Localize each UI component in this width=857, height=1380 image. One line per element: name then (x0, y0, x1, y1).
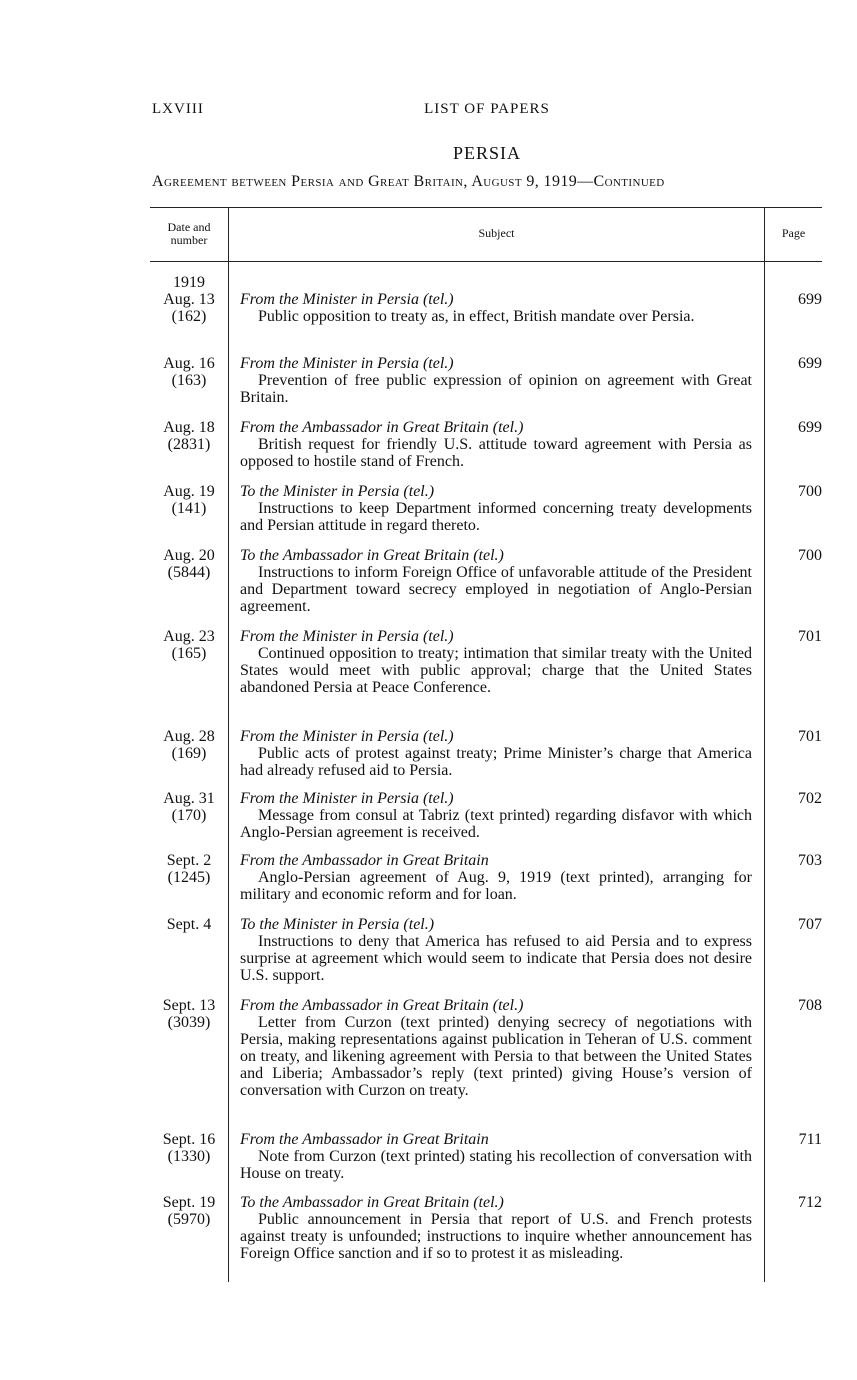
entry-page: 707 (798, 916, 822, 933)
entry-number: (162) (171, 308, 207, 325)
entry-description: Public acts of protest against treaty; Prime Minister’s charge that America had already refused aid to Persia. (240, 745, 752, 779)
subject-cell (240, 1194, 752, 1262)
entry-description: Public announcement in Persia that report of U.S. and French protests against treaty is unfounded; instructions to inquire whether announcement has Foreign Office sanction and if so to protest it as misleading. (240, 1211, 752, 1262)
entry-description: Letter from Curzon (text printed) denying secrecy of negotiations with Persia, making representations against publication in Teheran of U.S. comment on treaty, and likening agreement with Persia to that between the United States and Liberia; Ambassador’s reply (text printed) giving House’s version of conversation with Curzon on treaty. (240, 1014, 752, 1099)
entry-description: Public opposition to treaty as, in effect, British mandate over Persia. (258, 308, 695, 325)
subject-cell (240, 628, 752, 696)
entry-page: 700 (798, 483, 822, 500)
entry-number: (3039) (167, 1014, 211, 1031)
page-folio: LXVIII (152, 101, 204, 117)
entry-description: Anglo-Persian agreement of Aug. 9, 1919 (text printed), arranging for military and economic reform and for loan. (240, 869, 752, 903)
entry-date: Aug. 13 (163, 291, 215, 308)
entry-description: Prevention of free public expression of opinion on agreement with Great Britain. (240, 372, 752, 406)
entry-number: (141) (171, 500, 207, 517)
entry-page: 699 (798, 355, 822, 372)
entry-correspondent: From the Minister in Persia (tel.) (240, 728, 454, 745)
page-header (152, 101, 822, 123)
entry-date: Aug. 18 (163, 419, 215, 436)
entry-description: Instructions to keep Department informed concerning treaty developments and Persian attitude in regard thereto. (240, 500, 752, 534)
date-cell (150, 1131, 228, 1165)
entry-date: Aug. 28 (163, 728, 215, 745)
entry-date: Sept. 16 (162, 1131, 216, 1148)
entry-correspondent: From the Minister in Persia (tel.) (240, 628, 454, 645)
entry-number: (5970) (167, 1211, 211, 1228)
entry-correspondent: From the Ambassador in Great Britain (tel.) (240, 419, 524, 436)
entry-number: (1330) (167, 1148, 211, 1165)
entry-date: Aug. 20 (163, 547, 215, 564)
date-cell (150, 419, 228, 453)
column-header-page: Page (781, 226, 806, 240)
entry-correspondent: From the Ambassador in Great Britain (tel.) (240, 997, 524, 1014)
subject-cell (240, 852, 752, 903)
subject-cell (240, 483, 752, 534)
entry-page: 700 (798, 547, 822, 564)
entry-description: British request for friendly U.S. attitude toward agreement with Persia as opposed to hostile stand of French. (240, 436, 752, 470)
entry-number: (5844) (167, 564, 211, 581)
subject-cell (240, 997, 752, 1099)
entry-number: (2831) (167, 436, 211, 453)
entry-correspondent: To the Ambassador in Great Britain (tel.) (240, 547, 504, 564)
entry-page: 701 (798, 628, 822, 645)
date-cell (150, 916, 228, 933)
entry-description: Message from consul at Tabriz (text printed) regarding disfavor with which Anglo-Persian agreement is received. (240, 807, 752, 841)
date-cell (150, 852, 228, 886)
entry-description: Continued opposition to treaty; intimation that similar treaty with the United States would meet with public approval; charge that the United States abandoned Persia at Peace Conference. (240, 645, 752, 696)
entry-number: (1245) (167, 869, 211, 886)
entry-date: Aug. 23 (163, 628, 215, 645)
entry-description: Instructions to deny that America has refused to aid Persia and to express surprise at agreement which would seem to indicate that Persia does not desire U.S. support. (240, 933, 752, 984)
entry-number: (163) (171, 372, 207, 389)
date-cell (150, 291, 228, 325)
entry-page: 699 (798, 419, 822, 436)
entry-number: (165) (171, 645, 207, 662)
entry-correspondent: To the Ambassador in Great Britain (tel.) (240, 1194, 504, 1211)
entry-date: Aug. 16 (163, 355, 215, 372)
column-header-subject: Subject (478, 226, 515, 240)
entry-correspondent: To the Minister in Persia (tel.) (240, 916, 435, 933)
entry-date: Sept. 19 (162, 1194, 216, 1211)
entry-date: Aug. 19 (163, 483, 215, 500)
running-title: LIST OF PAPERS (424, 101, 550, 117)
entry-page: 702 (798, 790, 822, 807)
subject-cell (240, 291, 752, 325)
entry-correspondent: From the Minister in Persia (tel.) (240, 790, 454, 807)
entry-description: Instructions to inform Foreign Office of unfavorable attitude of the President and Department toward secrecy employed in negotiation of Anglo-Persian agreement. (240, 564, 752, 615)
table-top-rule (150, 207, 822, 208)
column-header-date: Date and number (167, 220, 211, 247)
date-cell (150, 790, 228, 824)
date-cell (150, 483, 228, 517)
entry-date: Aug. 31 (163, 790, 215, 807)
date-cell (150, 1194, 228, 1228)
entry-correspondent: From the Minister in Persia (tel.) (240, 355, 454, 372)
entry-page: 712 (798, 1194, 822, 1211)
entry-page: 711 (798, 1131, 822, 1148)
column-divider (228, 207, 229, 1282)
entry-page: 699 (798, 291, 822, 308)
date-cell (150, 997, 228, 1031)
entry-page: 703 (798, 852, 822, 869)
entry-date: Sept. 13 (162, 997, 216, 1014)
date-cell (150, 728, 228, 762)
entry-number: (170) (171, 807, 207, 824)
table-header-rule (150, 261, 822, 262)
subject-cell (240, 916, 752, 984)
papers-table (150, 207, 822, 1282)
entry-correspondent: To the Minister in Persia (tel.) (240, 483, 435, 500)
entry-page: 701 (798, 728, 822, 745)
entry-correspondent: From the Ambassador in Great Britain (240, 852, 489, 869)
entry-correspondent: From the Minister in Persia (tel.) (240, 291, 454, 308)
entry-page: 708 (798, 997, 822, 1014)
subject-cell (240, 419, 752, 470)
subject-cell (240, 728, 752, 779)
year-label: 1919 (173, 274, 205, 291)
entry-number: (169) (171, 745, 207, 762)
entry-date: Sept. 2 (166, 852, 212, 869)
entry-description: Note from Curzon (text printed) stating his recollection of conversation with House on treaty. (240, 1148, 752, 1182)
subject-cell (240, 547, 752, 615)
document-subtitle: Agreement between Persia and Great Britain, August 9, 1919—Continued (152, 173, 665, 190)
subject-cell (240, 1131, 752, 1182)
date-cell (150, 355, 228, 389)
date-cell (150, 547, 228, 581)
date-cell (150, 628, 228, 662)
subject-cell (240, 355, 752, 406)
subject-cell (240, 790, 752, 841)
entry-date: Sept. 4 (166, 916, 212, 933)
entry-correspondent: From the Ambassador in Great Britain (240, 1131, 489, 1148)
section-title: PERSIA (452, 143, 521, 163)
